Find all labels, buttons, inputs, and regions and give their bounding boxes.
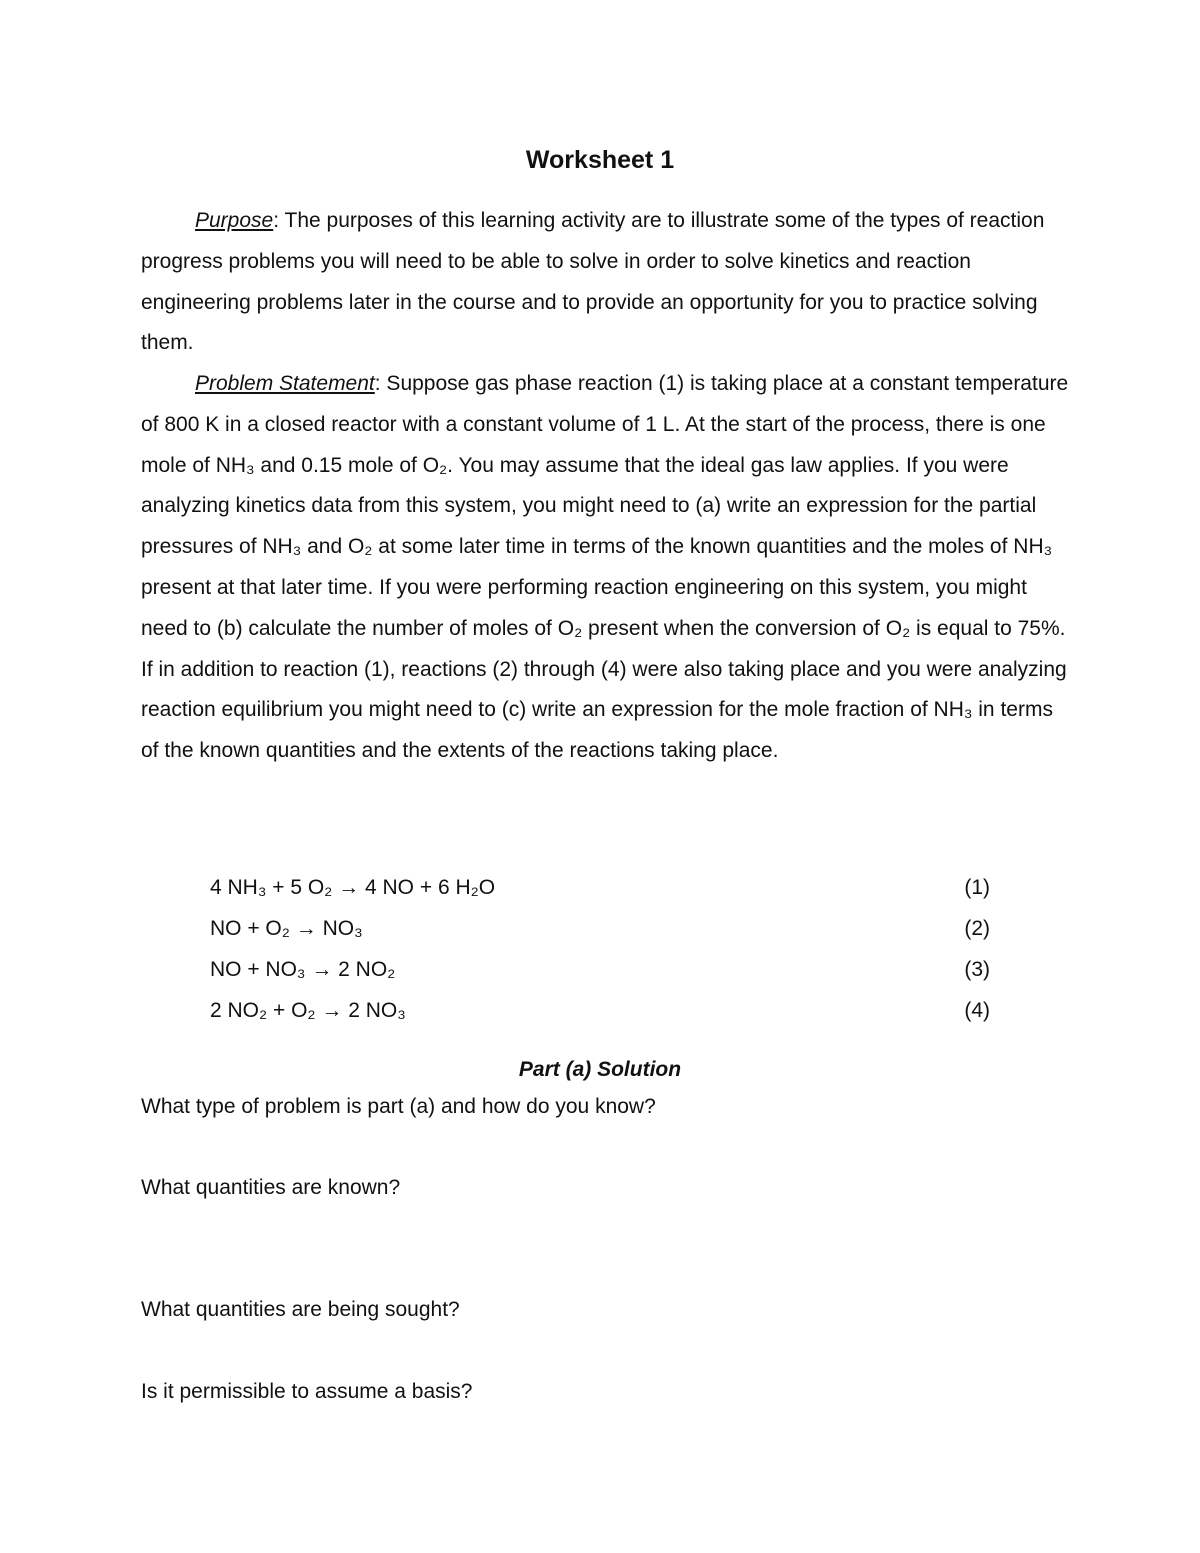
- reaction-equation: NO + O₂ → NO₃: [210, 917, 363, 940]
- reaction-number: (2): [964, 917, 990, 940]
- reaction-3: [210, 950, 990, 990]
- problem-statement-text: : Suppose gas phase reaction (1) is taking place at a constant temperature of 800 K in a closed reactor with a constant volume of 1 L. At the start of the process, there is one mole of NH₃ and 0.15 mole of O₂. You may assume that the ideal gas law applies. If you were analyzing kinetics data from this system, you might need to (a) write an expression for the partial pressures of NH₃ and O₂ at some later time in terms of the known quantities and the moles of NH₃ present at that later time. If you were performing reaction engineering on this system, you might need to (b) calculate the number of moles of O₂ present when the conversion of O₂ is equal to 75%. If in addition to reaction (1), reactions (2) through (4) were also taking place and you were analyzing reaction equilibrium you might need to (c) write an expression for the mole fraction of NH₃ in terms of the known quantities and the extents of the reactions taking place.: [141, 372, 1069, 763]
- reaction-equation: 4 NH₃ + 5 O₂ → 4 NO + 6 H₂O: [210, 876, 496, 899]
- problem-statement-paragraph: [141, 364, 1071, 772]
- purpose-label: Purpose: [195, 209, 274, 232]
- question-sought-quantities: What quantities are being sought?: [141, 1298, 460, 1321]
- question-assume-basis: Is it permissible to assume a basis?: [141, 1380, 473, 1403]
- page-title: Worksheet 1: [525, 146, 675, 174]
- problem-statement-label: Problem Statement: [195, 372, 375, 395]
- reaction-number: (3): [964, 958, 990, 981]
- question-known-quantities: What quantities are known?: [141, 1176, 401, 1199]
- reaction-equation: 2 NO₂ + O₂ → 2 NO₃: [210, 999, 406, 1022]
- reaction-4: [210, 991, 990, 1031]
- question-problem-type: What type of problem is part (a) and how do you know?: [141, 1095, 656, 1118]
- purpose-paragraph: [141, 201, 1071, 364]
- reaction-1: [210, 868, 990, 908]
- reaction-2: [210, 909, 990, 949]
- reaction-equation: NO + NO₃ → 2 NO₂: [210, 958, 396, 981]
- part-a-heading: Part (a) Solution: [518, 1058, 682, 1081]
- purpose-text: : The purposes of this learning activity are to illustrate some of the types of reaction progress problems you will need to be able to solve in order to solve kinetics and reaction engineering problems later in the course and to provide an opportunity for you to practice solving them.: [141, 209, 1045, 355]
- reaction-number: (1): [964, 876, 990, 899]
- reaction-number: (4): [964, 999, 990, 1022]
